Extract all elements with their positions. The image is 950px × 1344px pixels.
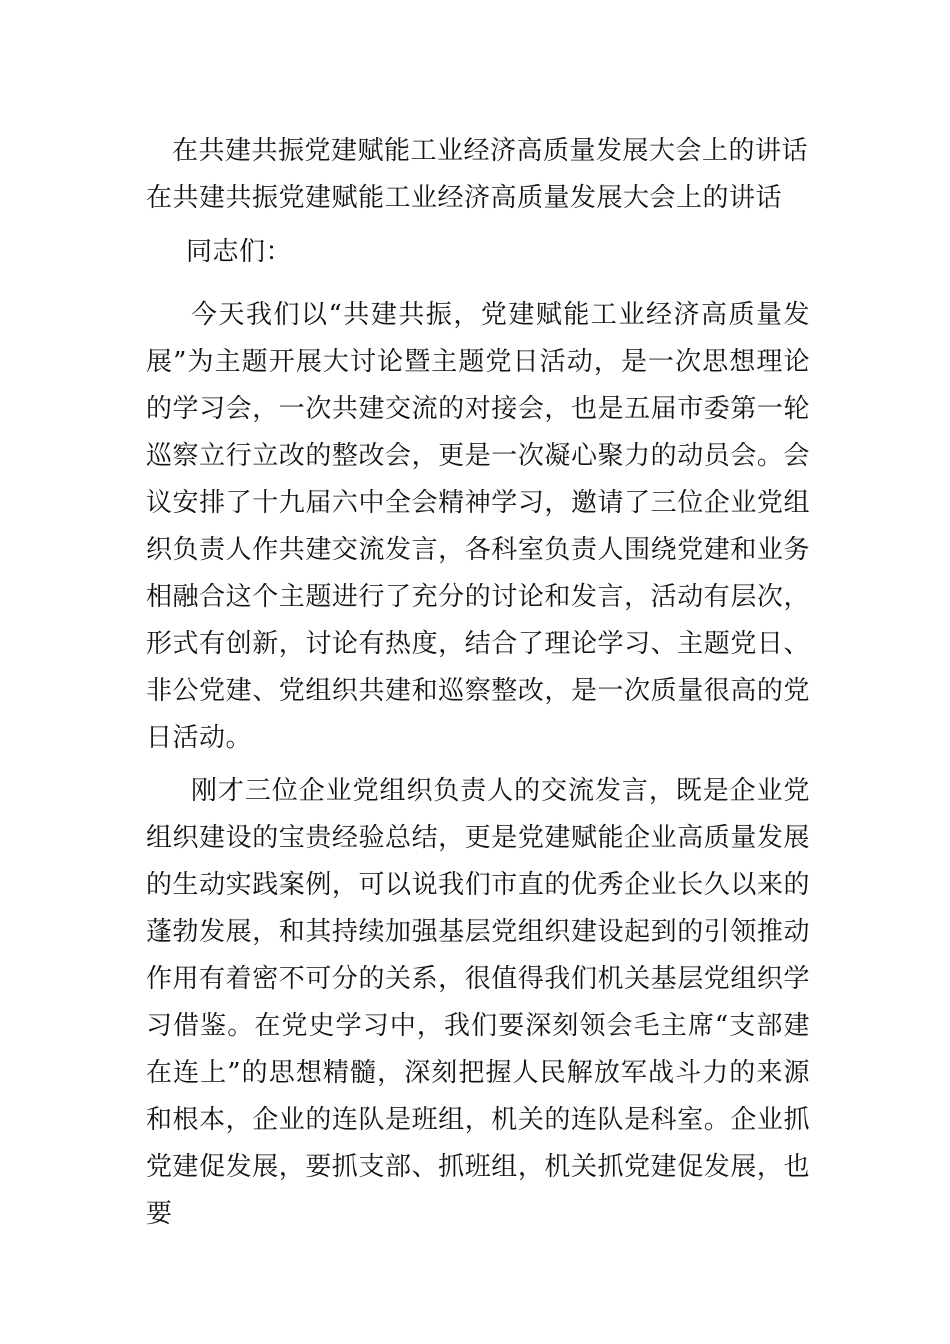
paragraph-1: 今天我们以“共建共振，党建赋能工业经济高质量发展”为主题开展大讨论暨主题党日活动，是一次思想理论的学习会，一次共建交流的对接会，也是五届市委第一轮巡察立行立改的整改会，更是一次凝心聚力的动员会。会议安排了十九届六中全会精神学习，邀请了三位企业党组织负责人作共建交流发言，各科室负责人围绕党建和业务相融合这个主题进行了充分的讨论和发言，活动有层次，形式有创新，讨论有热度，结合了理论学习、主题党日、非公党建、党组织共建和巡察整改，是一次质量很高的党日活动。 bbox=[146, 300, 810, 753]
document-title-repeat: 在共建共振党建赋能工业经济高质量发展大会上的讲话 bbox=[146, 183, 783, 213]
paragraph-2: 刚才三位企业党组织负责人的交流发言，既是企业党组织建设的宝贵经验总结，更是党建赋能企业高质量发展的生动实践案例，可以说我们市直的优秀企业长久以来的蓬勃发展，和其持续加强基层党组织建设起到的引领推动作用有着密不可分的关系，很值得我们机关基层党组织学习借鉴。在党史学习中，我们要深刻领会毛主席“支部建在连上”的思想精髓，深刻把握人民解放军战斗力的来源和根本，企业的连队是班组，机关的连队是科室。企业抓党建促发展，要抓支部、抓班组，机关抓党建促发展，也要 bbox=[146, 776, 810, 1229]
salutation: 同志们： bbox=[186, 237, 293, 267]
document-body bbox=[146, 128, 810, 1238]
document-title: 在共建共振党建赋能工业经济高质量发展大会上的讲话 bbox=[172, 136, 809, 166]
